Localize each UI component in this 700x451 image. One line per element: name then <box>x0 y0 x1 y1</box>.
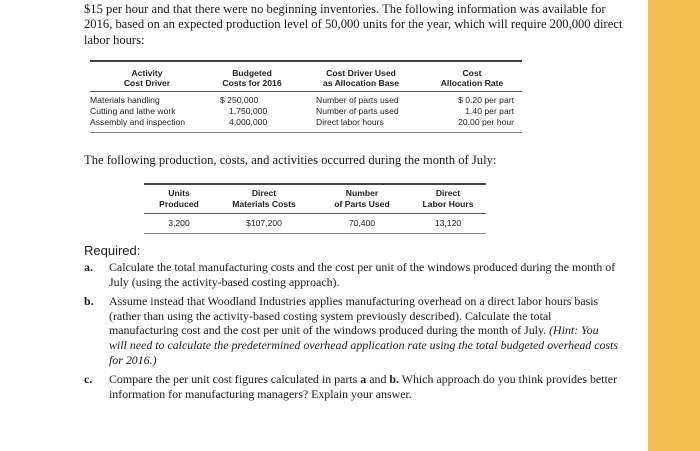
rate-cell: 1.40 per part <box>465 106 514 117</box>
required-item-c <box>84 372 618 401</box>
hint-text: (Hint: You will need to calculate the predetermined overhead application rate using the total budgeted overhead costs for 2016.) <box>109 323 618 367</box>
required-item-b <box>84 294 618 367</box>
item-text: Compare the per unit cost figures calculated in parts a and b. Which approach do you think provides better information for manufacturing managers? Explain your answer. <box>109 372 618 401</box>
driver-cell: Number of parts used <box>316 95 399 105</box>
col-driver-header: Cost Driver Used as Allocation Base <box>322 68 400 88</box>
rate-cell: $ 0.20 per part <box>458 95 514 105</box>
table-row <box>90 92 522 107</box>
col-rate-header: Cost Allocation Rate <box>440 68 504 88</box>
required-item-a <box>84 260 618 289</box>
activity-cost-table <box>90 60 522 133</box>
activity-cell: Materials handling <box>90 95 160 105</box>
driver-cell: Number of parts used <box>316 106 399 117</box>
required-heading: Required: <box>84 243 141 258</box>
materials-cell: $107,200 <box>246 218 282 228</box>
table-row <box>144 214 486 234</box>
budgeted-cost-cell: $ 250,000 <box>220 95 259 105</box>
col-budgeted-header: Budgeted Costs for 2016 <box>222 68 282 88</box>
activity-cell: Cutting and lathe work <box>90 106 176 117</box>
driver-cell: Direct labor hours <box>316 117 384 128</box>
col-hours-header: Direct Labor Hours <box>422 188 474 209</box>
col-activity-header: Activity Cost Driver <box>123 68 171 88</box>
table-row <box>90 117 522 132</box>
budgeted-cost-cell: 1,750,000 <box>229 106 268 117</box>
decorative-side-bar <box>648 0 700 451</box>
col-materials-header: Direct Materials Costs <box>232 188 296 209</box>
col-parts-header: Number of Parts Used <box>334 188 390 209</box>
hours-cell: 13,120 <box>434 218 462 228</box>
intro-paragraph: $15 per hour and that there were no beginning inventories. The following information was available for 2016, based on an expected production level of 50,000 units for the year, which will require 200,000 direct labor hours: <box>84 2 623 47</box>
item-letter: a. <box>84 260 93 274</box>
july-activity-table <box>144 183 486 234</box>
item-letter: b. <box>84 294 94 309</box>
parts-cell: 70,400 <box>348 218 376 228</box>
units-cell: 3,200 <box>168 218 190 228</box>
july-intro-paragraph: The following production, costs, and activities occurred during the month of July: <box>84 153 497 167</box>
item-text: Calculate the total manufacturing costs and the cost per unit of the windows produced during the month of July (using the activity-based costing approach). <box>109 260 616 289</box>
item-letter: c. <box>84 372 93 387</box>
activity-cell: Assembly and inspection <box>90 117 186 128</box>
table-row <box>90 106 522 117</box>
budgeted-cost-cell: 4,000,000 <box>229 117 268 128</box>
required-list <box>84 260 618 406</box>
item-text: Assume instead that Woodland Industries applies manufacturing overhead on a direct labor hours basis (rather than using the activity-based costing system previously described). Calculate the total manufacturing cost and the cost per unit of the windows produced during the month of July. (Hint: You will need to calculate the predetermined overhead application rate using the total budgeted overhead costs for 2016.) <box>109 294 618 367</box>
rate-cell: 20.00 per hour <box>458 117 514 128</box>
col-units-header: Units Produced <box>159 188 199 209</box>
